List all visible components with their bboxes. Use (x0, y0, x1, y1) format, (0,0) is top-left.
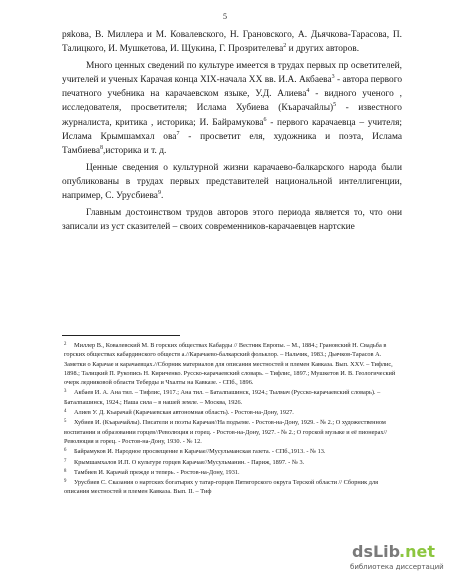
footnote-number: 4 (64, 409, 67, 415)
footnote-divider (62, 335, 180, 336)
footnote (64, 340, 400, 387)
paragraph-1-text: ряkова, В. Миллера и М. Ковалевского, Н. Грановского, А. Дьячкова-Тарасова, П. Талицкого, И. Мушкетова, И. Щукина, Г. Прозрителева (62, 30, 402, 55)
footnote-text: Алиев У. Д. Къарачай (Карачаевская автономная область). - Ростов-на-Дону, 1927. (74, 409, 294, 417)
footnote-number: 3 (64, 389, 67, 395)
footnote-number: 7 (64, 458, 67, 464)
footnote-number: 9 (64, 479, 67, 485)
footnote (64, 417, 400, 446)
footnote-ref-3[interactable]: 3 (331, 73, 335, 80)
footnote-text: Крымшамхалов И.П. О культуре горцев Карачая//Мусульманин. - Париж, 1897. - № 3. (74, 458, 305, 466)
footnote-text: Хубиев И. (Къарачайлы). Писатели и поэты Карачая//На подъеме. - Ростов-на-Дону, 1929. - № 2.; О художественном воспитании и образовании горцев//Революция и горец. - Ростов-на-Дону, 1927. - № 2.; О горской музыке и её пионерах//Революция и горец. - Ростов-на-Дону, 1930. - № 12. (64, 419, 388, 445)
footnote-text: Урусбиев С. Сказания о нартских богатырях у татар-горцев Пятигорского округа Терской области // Сборник для описания местностей и племен Кавказа. Вып. II. – Тиф (64, 479, 378, 496)
paragraph-2-text-f: - просветит еля, художника и поэта, Ислама Тамбиева (62, 132, 402, 157)
dslib-watermark[interactable] (348, 538, 444, 578)
paragraph-2-text-e: - первого карачаевца – учителя; Ислама Крымшамхал ова (62, 117, 402, 143)
paragraph-3-text-b: . (160, 191, 164, 202)
paragraph-2-text-a: Много ценных сведений по культуре имеется в трудах первых пр осветителей, учителей и ученых Карачая конца XIX-начала XX вв. И.А. Акбаева (62, 60, 402, 85)
footnote-ref-9[interactable]: 9 (157, 190, 161, 197)
footnote-ref-4[interactable]: 4 (306, 88, 310, 95)
paragraph-2-text-d: - известного журналиста, критика , историка; И. Байрамукова (62, 103, 402, 128)
dslib-caption: библиотека диссертаций (350, 563, 444, 571)
footnote (64, 467, 400, 477)
paragraph-2 (62, 59, 402, 159)
footnote (64, 407, 400, 417)
footnote-text: Акбаев И. А. Ана тил. – Тифлис, 1917.; Ана тил. – Баталпашинск, 1924.; Тылмач (Русско-карачаевский словарь). – Баталпашинск, 1924.; Наша сила – в нашей земле. – Москва, 1926. (64, 389, 381, 406)
footnote (64, 446, 400, 456)
footnote-number: 2 (64, 342, 67, 347)
footnote-ref-2[interactable]: 2 (283, 43, 287, 50)
paragraph-4 (62, 206, 402, 235)
dslib-logo (352, 540, 442, 562)
footnote-text: Миллер В., Ковалевский М. В горских обществах Кабарды // Вестник Европы. – М., 1884.; Грановский Н. Свадьба в горских обществах кабардинского обществ а.//Карачаево-балкарский фольклор. – Нальчик, 1983.; Дьячков-Тарасов А. Заметки о Карачае и карачаевцах.//Сборник материалов для описания местностей и племен Кавказа. Вып. XXV. – Тифлис, 1898.; Талицкий П. Рукопись Н. Кириченко. Русско-карачаевский словарь. – Тифлис, 1897.; Мушкетов И. В. Геологический очерк ледниковой области Теберды и Чхалты на Кавказе. - СПб., 1896. (64, 342, 396, 387)
footnote-ref-5[interactable]: 5 (333, 102, 337, 109)
footnote-text: Тамбиев И. Карачай прежде и теперь. - Ростов-на-Дону, 1931. (74, 468, 240, 476)
footnote-number: 6 (64, 448, 67, 454)
footnote-number: 5 (64, 419, 67, 425)
footnote-ref-6[interactable]: 6 (263, 116, 267, 123)
footnote (64, 387, 400, 407)
svg-text:dsLib: dsLib (352, 542, 401, 561)
paragraph-1-end: и других авторов. (286, 44, 360, 55)
paragraph-3 (62, 161, 402, 204)
page-number: 5 (223, 12, 227, 21)
paragraph-1 (62, 28, 402, 57)
footnote-text: Байрамуков И. Народное просвещение в Карачае//Мусульманская газета. - СПб.,1913. - № 13. (74, 448, 326, 456)
footnote-number: 8 (64, 468, 67, 474)
footnote-ref-7[interactable]: 7 (176, 130, 180, 137)
svg-text:.net: .net (399, 542, 435, 561)
paragraph-4-text: Главным достоинством трудов авторов этого периода является то, что они записали из уст сказителей – своих современников-карачаевцев нартские (62, 207, 402, 232)
footnote (64, 457, 400, 467)
footnote (64, 477, 400, 497)
paragraph-2-text-b: - автора первого печатного учебника на карачаевском языке, У.Д. Алиева (62, 74, 403, 100)
paragraph-3-text-a: Ценные сведения о культурной жизни карачаево-балкарского народа были опубликованы в трудах первых представителей национальной интеллигенции, например, С. Урусбиева (62, 162, 402, 202)
paragraph-2-text-c: - видного ученого , исследователя, просветителя; Ислама Хубиева (Къарачайлы) (62, 89, 402, 114)
paragraph-2-text-g: ,историка и т. д. (103, 146, 167, 157)
main-text (62, 28, 402, 234)
footnotes (64, 340, 400, 497)
footnote-ref-8[interactable]: 8 (100, 145, 103, 152)
